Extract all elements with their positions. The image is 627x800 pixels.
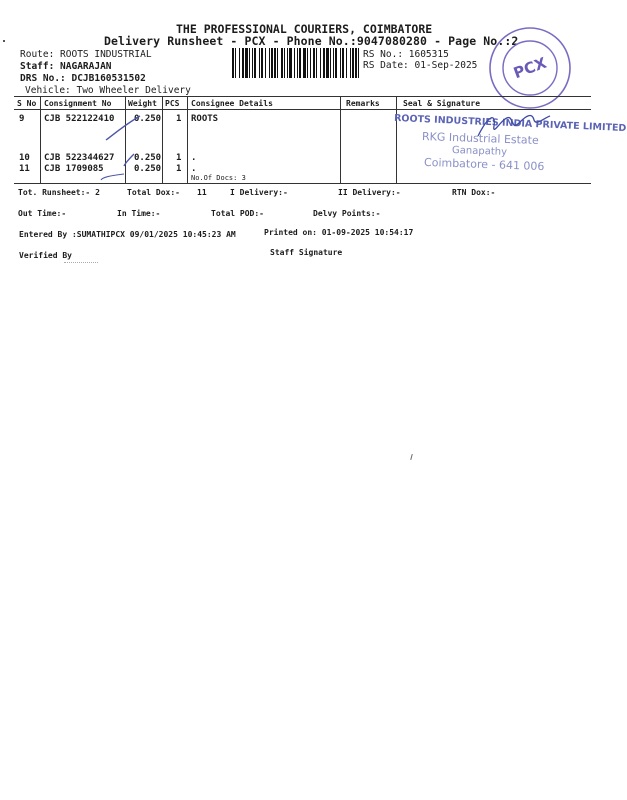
barcode-bar bbox=[239, 48, 240, 78]
staff-signature: Staff Signature bbox=[270, 248, 343, 257]
company-seal-line3: Ganapathy bbox=[451, 145, 508, 158]
barcode-bar bbox=[326, 48, 329, 78]
no-of-docs: No.Of Docs: 3 bbox=[191, 174, 246, 182]
barcode-bar bbox=[259, 48, 260, 78]
barcode-bar bbox=[261, 48, 263, 78]
col-seal: Seal & Signature bbox=[403, 99, 481, 108]
row-consignment: CJB 1709085 bbox=[44, 164, 104, 174]
barcode-bar bbox=[281, 48, 283, 78]
barcode-bar bbox=[350, 48, 351, 78]
company-name: THE PROFESSIONAL COURIERS, COIMBATORE bbox=[176, 22, 433, 36]
barcode-bar bbox=[289, 48, 292, 78]
barcode-bar bbox=[346, 48, 347, 78]
barcode-bar bbox=[313, 48, 315, 78]
col-divider bbox=[396, 96, 397, 184]
company-seal-line4: Coimbatore - 641 006 bbox=[423, 155, 545, 174]
total-dox-label: Total Dox:- bbox=[127, 188, 180, 197]
rs-date: RS Date: 01-Sep-2025 bbox=[363, 60, 478, 71]
total-pod: Total POD:- bbox=[211, 209, 264, 218]
barcode-bar bbox=[333, 48, 334, 78]
barcode-bar bbox=[342, 48, 344, 78]
barcode-bar bbox=[252, 48, 253, 78]
col-pcs: PCS bbox=[165, 99, 180, 108]
barcode-bar bbox=[245, 48, 248, 78]
row-pcs: 1 bbox=[176, 153, 182, 163]
barcode-bar bbox=[232, 48, 234, 78]
staff-label: Staff: NAGARAJAN bbox=[20, 61, 112, 72]
row-sno: 10 bbox=[19, 153, 30, 163]
row-weight: 0.250 bbox=[134, 164, 162, 174]
barcode-bar bbox=[320, 48, 321, 78]
rtn-dox: RTN Dox:- bbox=[452, 188, 496, 197]
barcode-bar bbox=[265, 48, 266, 78]
handwritten-signature bbox=[474, 108, 554, 144]
scan-speck bbox=[410, 454, 413, 460]
scan-speck bbox=[64, 262, 98, 264]
tot-runsheet: Tot. Runsheet:- 2 bbox=[18, 188, 100, 197]
barcode-bar bbox=[323, 48, 325, 78]
barcode-bar bbox=[330, 48, 331, 78]
rs-number: RS No.: 1605315 bbox=[363, 49, 449, 60]
barcode-bar bbox=[340, 48, 341, 78]
printed-on: Printed on: 01-09-2025 10:54:17 bbox=[264, 228, 414, 237]
drs-number: DRS No.: DCJB160531502 bbox=[20, 73, 146, 84]
barcode-bar bbox=[284, 48, 285, 78]
row-consignment: CJB 522344627 bbox=[44, 153, 115, 163]
runsheet-title: Delivery Runsheet - PCX - Phone No.:9047080280 - Page No.:2 bbox=[104, 34, 519, 48]
barcode bbox=[232, 48, 360, 78]
barcode-bar bbox=[274, 48, 276, 78]
row-consignee: . bbox=[191, 164, 197, 174]
table-top-rule bbox=[14, 96, 591, 97]
col-remarks: Remarks bbox=[346, 99, 380, 108]
barcode-bar bbox=[271, 48, 273, 78]
row-pcs: 1 bbox=[176, 114, 182, 124]
col-divider bbox=[340, 96, 341, 184]
barcode-bar bbox=[254, 48, 256, 78]
barcode-bar bbox=[242, 48, 244, 78]
barcode-bar bbox=[355, 48, 357, 78]
company-seal-line2: RKG Industrial Estate bbox=[421, 129, 539, 148]
company-seal-line1: ROOTS INDUSTRIES INDIA PRIVATE LIMITED bbox=[393, 112, 627, 135]
col-sno: S No bbox=[17, 99, 37, 108]
barcode-bar bbox=[358, 48, 359, 78]
row-weight: 0.250 bbox=[134, 153, 162, 163]
row-sno: 11 bbox=[19, 164, 30, 174]
total-dox-value: 11 bbox=[197, 188, 207, 197]
row-consignee: ROOTS bbox=[191, 114, 219, 124]
handwritten-marks bbox=[100, 112, 180, 182]
table-bottom-rule bbox=[14, 183, 591, 184]
row-pcs: 1 bbox=[176, 164, 182, 174]
barcode-bar bbox=[249, 48, 250, 78]
route-label: Route: ROOTS INDUSTRIAL bbox=[20, 49, 152, 60]
barcode-bar bbox=[307, 48, 308, 78]
row-sno: 9 bbox=[19, 114, 25, 124]
col-divider bbox=[40, 96, 41, 184]
barcode-bar bbox=[287, 48, 288, 78]
scan-speck bbox=[3, 40, 5, 42]
barcode-bar bbox=[303, 48, 306, 78]
col-weight: Weight bbox=[128, 99, 157, 108]
pcx-stamp bbox=[488, 26, 572, 110]
row-weight: 0.250 bbox=[134, 114, 162, 124]
out-time: Out Time:- bbox=[18, 209, 67, 218]
col-consignee: Consignee Details bbox=[191, 99, 273, 108]
barcode-bar bbox=[269, 48, 270, 78]
verified-by: Verified By bbox=[19, 251, 72, 260]
col-consignment: Consignment No bbox=[44, 99, 112, 108]
barcode-bar bbox=[297, 48, 298, 78]
barcode-bar bbox=[299, 48, 301, 78]
vehicle-label: Vehicle: Two Wheeler Delivery bbox=[25, 85, 191, 96]
i-delivery: I Delivery:- bbox=[230, 188, 288, 197]
row-consignment: CJB 522122410 bbox=[44, 114, 115, 124]
row-consignee: . bbox=[191, 153, 197, 163]
barcode-bar bbox=[310, 48, 311, 78]
barcode-bar bbox=[277, 48, 278, 78]
barcode-bar bbox=[316, 48, 317, 78]
in-time: In Time:- bbox=[117, 209, 161, 218]
barcode-bar bbox=[235, 48, 236, 78]
col-divider bbox=[187, 96, 188, 184]
entered-by: Entered By :SUMATHIPCX 09/01/2025 10:45:23 AM bbox=[19, 230, 236, 239]
barcode-bar bbox=[335, 48, 337, 78]
ii-delivery: II Delivery:- bbox=[338, 188, 401, 197]
delvy-points: Delvy Points:- bbox=[313, 209, 381, 218]
barcode-bar bbox=[352, 48, 354, 78]
barcode-bar bbox=[294, 48, 295, 78]
stamp-text: PCX bbox=[511, 53, 549, 83]
